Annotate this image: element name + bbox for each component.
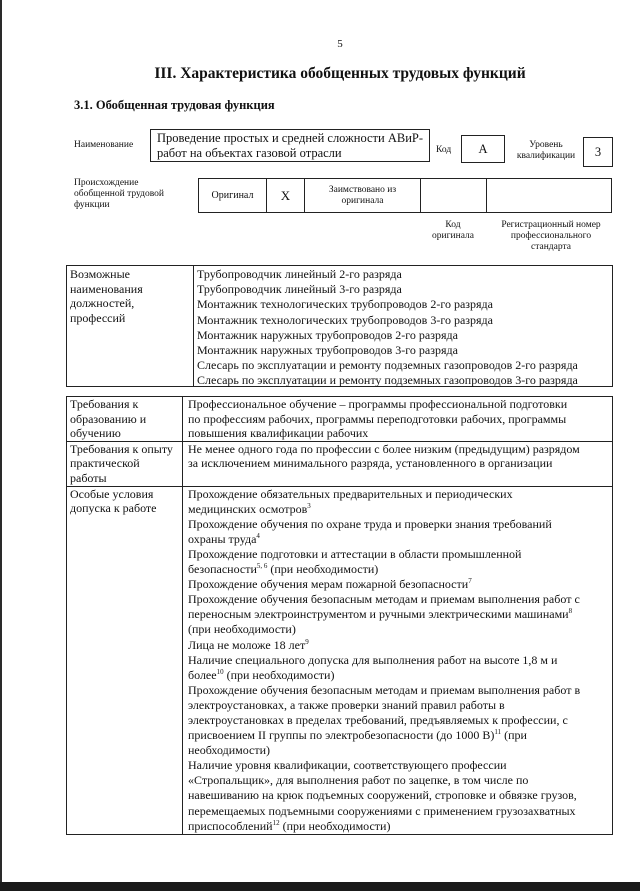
text-line: необходимости) — [188, 743, 271, 758]
positions-label-line: наименования — [70, 281, 143, 296]
text-line: повышения квалификации рабочих — [188, 426, 369, 441]
level-label-line: квалификации — [516, 151, 576, 161]
name-label: Наименование — [74, 140, 134, 150]
borrowed-line: Заимствовано из — [328, 184, 397, 195]
page-number: 5 — [337, 38, 343, 50]
positions-label-line: должностей, — [70, 296, 135, 310]
origin-label-line: функции — [74, 200, 110, 210]
position-item: Монтажник технологических трубопроводов 3-го разряда — [197, 312, 493, 327]
function-name-box — [150, 129, 430, 162]
original-label: Оригинал — [199, 179, 267, 212]
code-label: Код — [436, 145, 452, 155]
text-line: электроустановках в пределах требований, предъявляемых к профессии, с — [188, 712, 568, 727]
caption-line: профессионального — [510, 231, 592, 241]
requirements-table — [66, 396, 613, 835]
function-name-line: Проведение простых и средней сложности АВиР- — [157, 131, 423, 145]
borrowed-cell — [305, 179, 421, 212]
footnote-ref: 5, 6 — [256, 562, 268, 571]
level-label — [512, 140, 580, 162]
original-code-caption — [421, 220, 485, 242]
label-line: Особые условия — [70, 486, 154, 501]
subsection-title: 3.1. Обобщенная трудовая функция — [74, 98, 275, 112]
table-row — [67, 441, 613, 486]
footnote-ref: 8 — [568, 607, 573, 616]
text-line: «Стропальщик», для выполнения работ по зацепке, в том числе по — [188, 773, 529, 788]
text-line: Наличие специального допуска для выполнения работ на высоте 1,8 м и — [188, 652, 558, 667]
text-line: навешиванию на крюк подъемных сооружений, строповке и обвязке грузов, — [188, 788, 577, 803]
origin-table — [198, 178, 612, 213]
text-line: Прохождение подготовки и аттестации в области промышленной — [188, 546, 522, 561]
footnote-ref: 10 — [216, 667, 224, 676]
text-line: за исключением минимального разряда, установленного в организации — [188, 456, 553, 471]
text-line: Прохождение обучения по охране труда и проверки знания требований — [188, 516, 552, 531]
text-line: Наличие уровня квалификации, соответствующего профессии — [188, 758, 507, 773]
table-row — [67, 397, 613, 442]
text-line: охраны труда$^4$ — [188, 531, 260, 546]
scan-edge-bottom — [0, 882, 640, 891]
caption-line: Код — [445, 220, 461, 230]
position-item: Слесарь по эксплуатации и ремонту подземных газопроводов 2-го разряда — [197, 358, 578, 373]
positions-table — [66, 265, 613, 387]
text-line: Прохождение обязательных предварительных и периодических — [188, 486, 513, 501]
text-line: (при необходимости) — [188, 622, 296, 637]
level-value: 3 — [583, 137, 613, 167]
position-item: Слесарь по эксплуатации и ремонту подземных газопроводов 3-го разряда — [197, 373, 578, 388]
text-line: приспособлений$^{12}$ (при необходимости) — [188, 818, 391, 833]
footnote-ref: 12 — [272, 818, 280, 827]
text-line: по профессиям рабочих, программы переподготовки рабочих, программы — [188, 411, 567, 426]
text-line: Прохождение обучения безопасным методам и приемам выполнения работ с — [188, 592, 580, 607]
caption-line: оригинала — [432, 231, 474, 241]
borrowed-line: оригинала — [341, 195, 384, 206]
label-line: обучению — [70, 426, 121, 441]
original-code-cell — [421, 179, 487, 212]
footnote-ref: 7 — [468, 577, 472, 586]
text-line: медицинских осмотров$^3$ — [188, 501, 311, 516]
special-conditions-text — [183, 486, 613, 834]
text-line: Профессиональное обучение – программы профессиональной подготовки — [188, 397, 568, 411]
label-line: Требования к опыту — [70, 441, 173, 456]
positions-label-line: профессий — [70, 310, 126, 325]
origin-label — [74, 178, 164, 211]
text-line: присвоением II группы по электробезопасности (до 1000 В)$^{11}$ (при — [188, 728, 527, 743]
position-item: Монтажник наружных трубопроводов 2-го разряда — [197, 327, 458, 342]
code-value: А — [461, 135, 505, 163]
scan-edge-left — [0, 0, 2, 891]
footnote-ref: 4 — [256, 531, 260, 540]
label-line: образованию и — [70, 411, 147, 426]
label-line: работы — [70, 470, 107, 485]
position-item: Монтажник наружных трубопроводов 3-го разряда — [197, 343, 458, 358]
label-line: допуска к работе — [70, 501, 157, 516]
education-label — [67, 397, 183, 442]
original-mark: X — [267, 179, 305, 212]
footnote-ref: 11 — [494, 728, 502, 737]
level-label-line: Уровень — [529, 140, 563, 150]
label-line: практической — [70, 456, 140, 471]
function-name-line: работ на объектах газовой отрасли — [157, 146, 342, 160]
experience-label — [67, 441, 183, 486]
text-line: более$^{10}$ (при необходимости) — [188, 667, 335, 682]
text-line: электроустановках, а также проверки знаний правил работы в — [188, 697, 505, 712]
education-text — [183, 397, 613, 442]
caption-line: стандарта — [531, 242, 571, 252]
special-conditions-label — [67, 486, 183, 834]
positions-label — [70, 267, 188, 325]
text-line: Лица не моложе 18 лет$^9$ — [188, 637, 309, 652]
position-item: Трубопроводчик линейный 3-го разряда — [197, 282, 402, 297]
section-title: III. Характеристика обобщенных трудовых функций — [154, 65, 526, 82]
positions-label-line: Возможные — [70, 267, 130, 281]
positions-list — [193, 266, 607, 386]
text-line: Прохождение обучения мерам пожарной безопасности$^7$ — [188, 577, 472, 592]
text-line: перемещаемых подъемными сооружениями с применением грузозахватных — [188, 803, 576, 818]
text-line: переносным электроинструментом и ручными электрическими машинами$^8$ — [188, 607, 573, 622]
position-item: Монтажник технологических трубопроводов 2-го разряда — [197, 297, 493, 312]
footnote-ref: 9 — [305, 637, 309, 646]
text-line: Не менее одного года по профессии с более низким (предыдущим) разрядом — [188, 441, 580, 456]
text-line: Прохождение обучения безопасным методам и приемам выполнения работ в — [188, 682, 581, 697]
reg-number-caption — [490, 220, 612, 253]
text-line: безопасности$^{5, 6}$ (при необходимости) — [188, 562, 379, 577]
origin-label-line: обобщенной трудовой — [74, 189, 164, 199]
reg-number-cell — [487, 179, 611, 212]
origin-label-line: Происхождение — [74, 178, 139, 188]
table-row — [67, 486, 613, 834]
position-item: Трубопроводчик линейный 2-го разряда — [197, 267, 402, 281]
experience-text — [183, 441, 613, 486]
label-line: Требования к — [70, 397, 139, 411]
caption-line: Регистрационный номер — [501, 220, 601, 230]
footnote-ref: 3 — [307, 501, 311, 510]
